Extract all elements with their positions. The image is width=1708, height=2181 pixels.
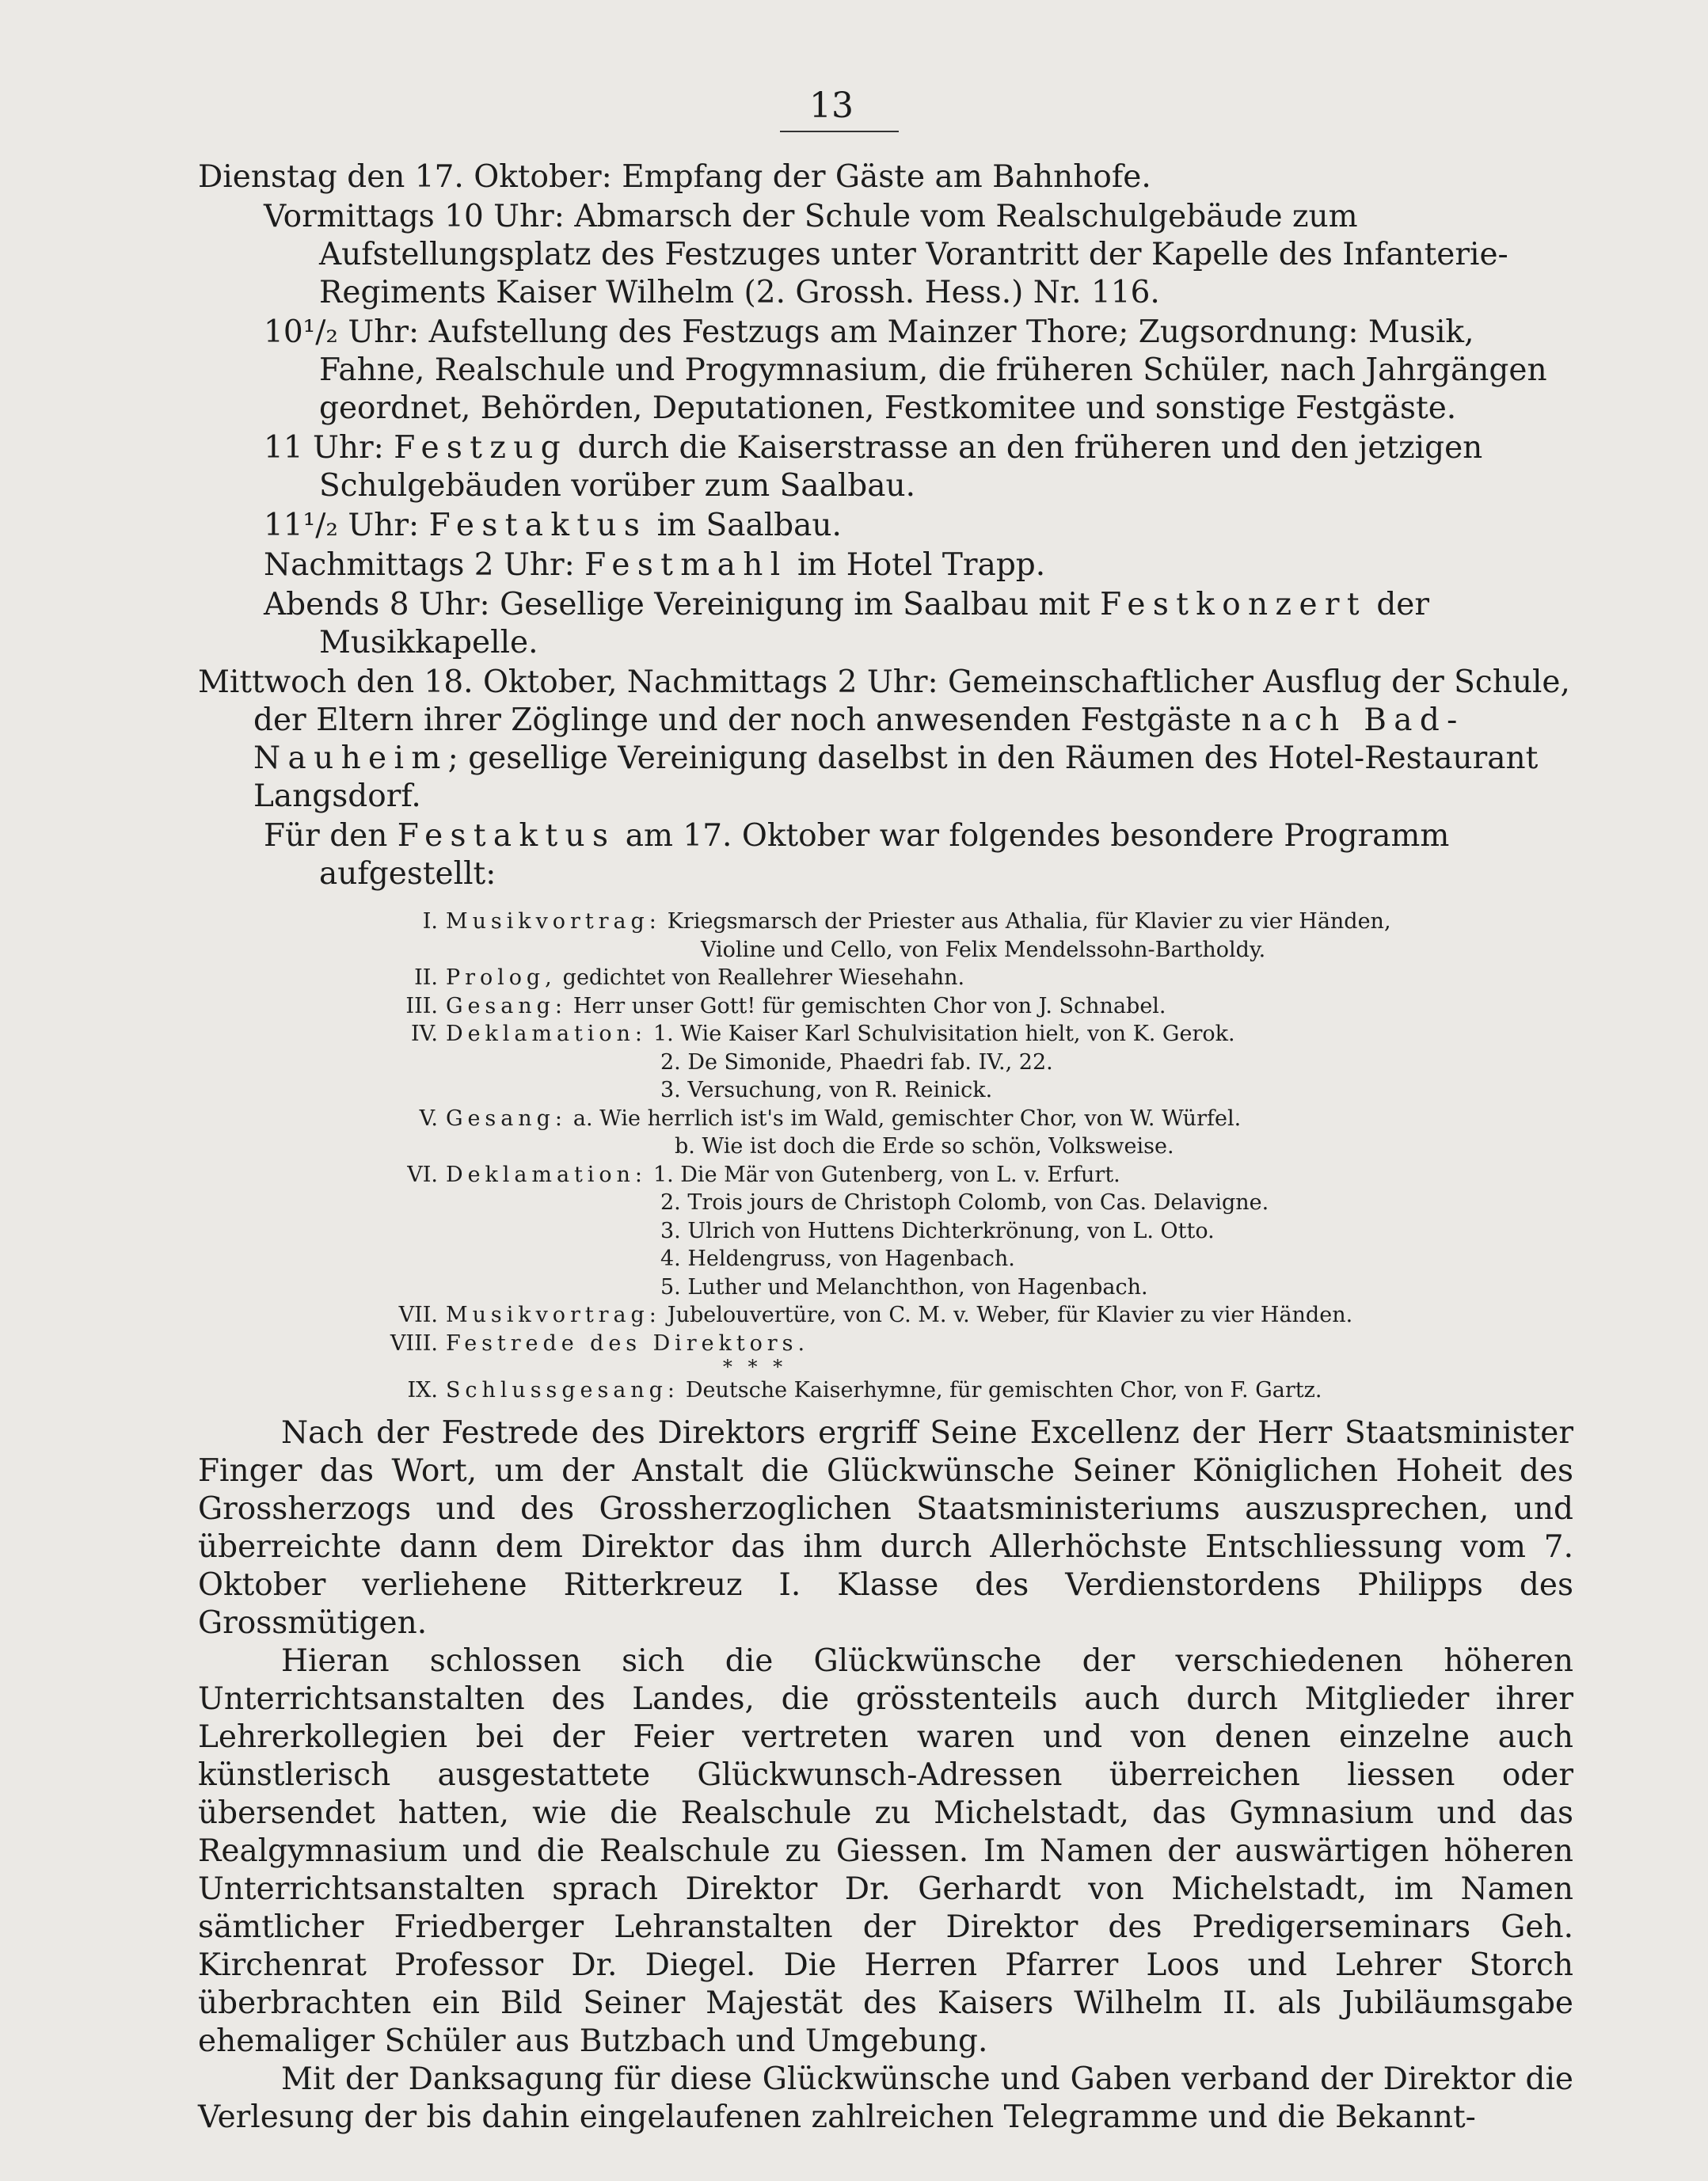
item-pre: Abends 8 Uhr: Gesellige Vereinigung im Saalbau mit (264, 587, 1101, 622)
intro-pre: Für den (264, 818, 398, 854)
program-item-number: I. (422, 909, 438, 934)
program-item-number: V. (419, 1106, 438, 1131)
program-item-text: 2. De Simonide, Phaedri fab. IV., 22. (660, 1049, 1053, 1075)
program-item-text: 1. Wie Kaiser Karl Schulvisitation hielt, von K. Gerok. (652, 1022, 1235, 1046)
program-item (198, 1076, 1573, 1105)
schedule-item (198, 507, 1573, 545)
intro-post: am 17. Oktober war folgendes besondere Programm aufgestellt: (319, 818, 1450, 892)
program-item-label: Deklamation: (446, 1162, 647, 1187)
program-item-text: 2. Trois jours de Christoph Colomb, von Cas. Delavigne. (660, 1190, 1269, 1215)
program-item-text: 4. Heldengruss, von Hagenbach. (660, 1247, 1015, 1271)
page-number: 13 (809, 86, 854, 126)
program-item-number (198, 1245, 446, 1273)
program-item-number: VI. (407, 1162, 438, 1187)
program-item (198, 992, 1573, 1021)
schedule-wednesday (198, 664, 1573, 816)
program-item-text: Deutsche Kaiserhymne, für gemischten Chor, von F. Gartz. (685, 1378, 1322, 1403)
wednesday-spaced: nach Bad-Nauheim (253, 702, 1465, 776)
program-item (198, 1189, 1573, 1217)
program-item-number: IX. (407, 1378, 438, 1403)
program-item-text: 1. Die Mär von Gutenberg, von L. v. Erfurt. (652, 1162, 1120, 1187)
program-item-number: VII. (398, 1303, 438, 1327)
schedule-item (198, 546, 1573, 584)
program-item-number (198, 1217, 446, 1246)
paragraph: Nach der Festrede des Direktors ergriff Seine Excellenz der Herr Staatsminister Finger das Wort, um der Anstalt die Glückwünsche Seiner Königlichen Hoheit des Grossherzogs und des Grossherzoglichen Staatsministeriums auszusprechen, und überreichte dann dem Direktor das ihm durch Allerhöchste Entschliessung vom 7. Oktober verliehene Ritterkreuz I. Klasse des Verdienstordens Philipps des Grossmütigen. (198, 1414, 1573, 1641)
item-pre: 11¹/₂ Uhr: (264, 508, 429, 543)
program-item-number: II. (414, 965, 438, 990)
program-item (198, 936, 1573, 965)
program-separator-asterisks: * * * (722, 1356, 788, 1378)
item-spaced: Festmahl (584, 547, 788, 583)
schedule-item: 10¹/₂ Uhr: Aufstellung des Festzugs am Mainzer Thore; Zugsordnung: Musik, Fahne, Realschule und Progymnasium, die früheren Schüler, nach Jahrgängen geordnet, Behörden, Deputationen, Festkomitee und sonstige Festgäste. (264, 314, 1547, 426)
schedule-item (198, 429, 1573, 505)
program-item (198, 1245, 1573, 1273)
item-spaced: Festzug (394, 430, 569, 466)
program-item-number (198, 936, 446, 965)
page-number-rule (780, 131, 899, 132)
schedule-item: Vormittags 10 Uhr: Abmarsch der Schule vom Realschulgebäude zum Aufstellungsplatz des Festzuges unter Vorantritt der Kapelle des Infanterie-Regiments Kaiser Wilhelm (2. Grossh. Hess.) Nr. 116. (264, 199, 1508, 310)
program-item (198, 1161, 1573, 1189)
program-item-label: Musikvortrag: (446, 909, 661, 934)
program-item (198, 1049, 1573, 1077)
program-item-text: b. Wie ist doch die Erde so schön, Volksweise. (675, 1134, 1174, 1159)
program-item-label: Gesang: (446, 1106, 567, 1131)
program-item-text: Herr unser Gott! für gemischten Chor von J. Schnabel. (573, 993, 1166, 1018)
program-item-number (198, 1076, 446, 1105)
program-list (198, 908, 1573, 1405)
item-post: im Hotel Trapp. (787, 547, 1046, 583)
body-paragraphs (198, 1414, 1573, 2137)
item-post: der Musikkapelle. (319, 587, 1430, 660)
schedule (198, 158, 1573, 893)
program-item-label: Festrede des Direktors. (446, 1330, 809, 1356)
wednesday-post: ; gesellige Vereinigung daselbst in den Räumen des Hotel-Restaurant Langsdorf. (253, 740, 1539, 814)
program-item (198, 1105, 1573, 1133)
paragraph: Hieran schlossen sich die Glückwünsche der verschiedenen höheren Unterrichtsanstalten des Landes, die grösstenteils auch durch Mitglieder ihrer Lehrerkollegien bei der Feier vertreten waren und von denen einzelne auch künstlerisch ausgestattete Glückwunsch-Adressen überreichen liessen oder übersendet hatten, wie die Realschule zu Michelstadt, das Gymnasium und das Realgymnasium und die Realschule zu Giessen. Im Namen der auswärtigen höheren Unterrichtsanstalten sprach Direktor Dr. Gerhardt von Michelstadt, im Namen sämtlicher Friedberger Lehranstalten der Direktor des Predigerseminars Geh. Kirchenrat Professor Dr. Diegel. Die Herren Pfarrer Loos und Lehrer Storch überbrachten ein Bild Seiner Majestät des Kaisers Wilhelm II. als Jubiläumsgabe ehemaliger Schüler aus Butzbach und Umgebung. (198, 1642, 1573, 2059)
text-block (198, 158, 1573, 2137)
program-item-text: 5. Luther und Melanchthon, von Hagenbach. (660, 1274, 1148, 1300)
schedule-item (198, 586, 1573, 662)
program-item (198, 1217, 1573, 1246)
program-item-number (198, 1273, 446, 1302)
item-spaced: Festaktus (428, 508, 648, 543)
program-item (198, 964, 1573, 992)
program-item (198, 1376, 1573, 1405)
program-item-text: a. Wie herrlich ist's im Wald, gemischter Chor, von W. Würfel. (573, 1106, 1242, 1131)
program-item (198, 1301, 1573, 1330)
program-item (198, 1132, 1573, 1161)
item-pre: Nachmittags 2 Uhr: (264, 547, 585, 583)
program-item-label: Musikvortrag: (446, 1303, 661, 1327)
program-item-number (198, 1189, 446, 1217)
program-item (198, 908, 1573, 936)
program-item-number: VIII. (390, 1330, 438, 1356)
program-item-text: Violine und Cello, von Felix Mendelssohn-Bartholdy. (701, 937, 1266, 962)
schedule-tuesday: Dienstag den 17. Oktober: Empfang der Gäste am Bahnhofe. (198, 159, 1151, 195)
program-item-text: 3. Ulrich von Huttens Dichterkrönung, von L. Otto. (660, 1218, 1215, 1243)
program-item-label: Schlussgesang: (446, 1378, 679, 1403)
program-intro (198, 817, 1573, 893)
program-item-label: Gesang: (446, 993, 567, 1018)
intro-spaced: Festaktus (397, 818, 616, 854)
program-item (198, 1330, 1573, 1358)
program-item-text: gedichtet von Reallehrer Wiesehahn. (562, 965, 965, 990)
program-item-text: Kriegsmarsch der Priester aus Athalia, für Klavier zu vier Händen, (667, 909, 1391, 934)
program-item (198, 1020, 1573, 1049)
program-item-number (198, 1132, 446, 1161)
item-spaced: Festkonzert (1100, 587, 1367, 622)
program-item (198, 1273, 1573, 1302)
program-item-number: III. (405, 993, 438, 1018)
wednesday-pre: Mittwoch den 18. Oktober, Nachmittags 2 Uhr: Gemeinschaftlicher Ausflug der Schule, der Eltern ihrer Zöglinge und der noch anwesenden Festgäste (198, 664, 1570, 738)
program-item-label: Prolog, (446, 965, 557, 990)
item-pre: 11 Uhr: (264, 430, 394, 466)
program-item-label: Deklamation: (446, 1022, 647, 1046)
item-post: durch die Kaiserstrasse an den früheren und den jetzigen Schulgebäuden vorüber zum Saalbau. (319, 430, 1483, 504)
program-item-number (198, 1049, 446, 1077)
item-post: im Saalbau. (647, 508, 842, 543)
program-item-text: Jubelouvertüre, von C. M. v. Weber, für Klavier zu vier Händen. (667, 1303, 1353, 1327)
program-item-text: 3. Versuchung, von R. Reinick. (660, 1078, 993, 1102)
program-item-number: IV. (410, 1022, 438, 1046)
paragraph: Mit der Danksagung für diese Glückwünsche und Gaben verband der Direktor die Verlesung der bis dahin eingelaufenen zahlreichen Telegramme und die Bekannt- (198, 2061, 1573, 2135)
